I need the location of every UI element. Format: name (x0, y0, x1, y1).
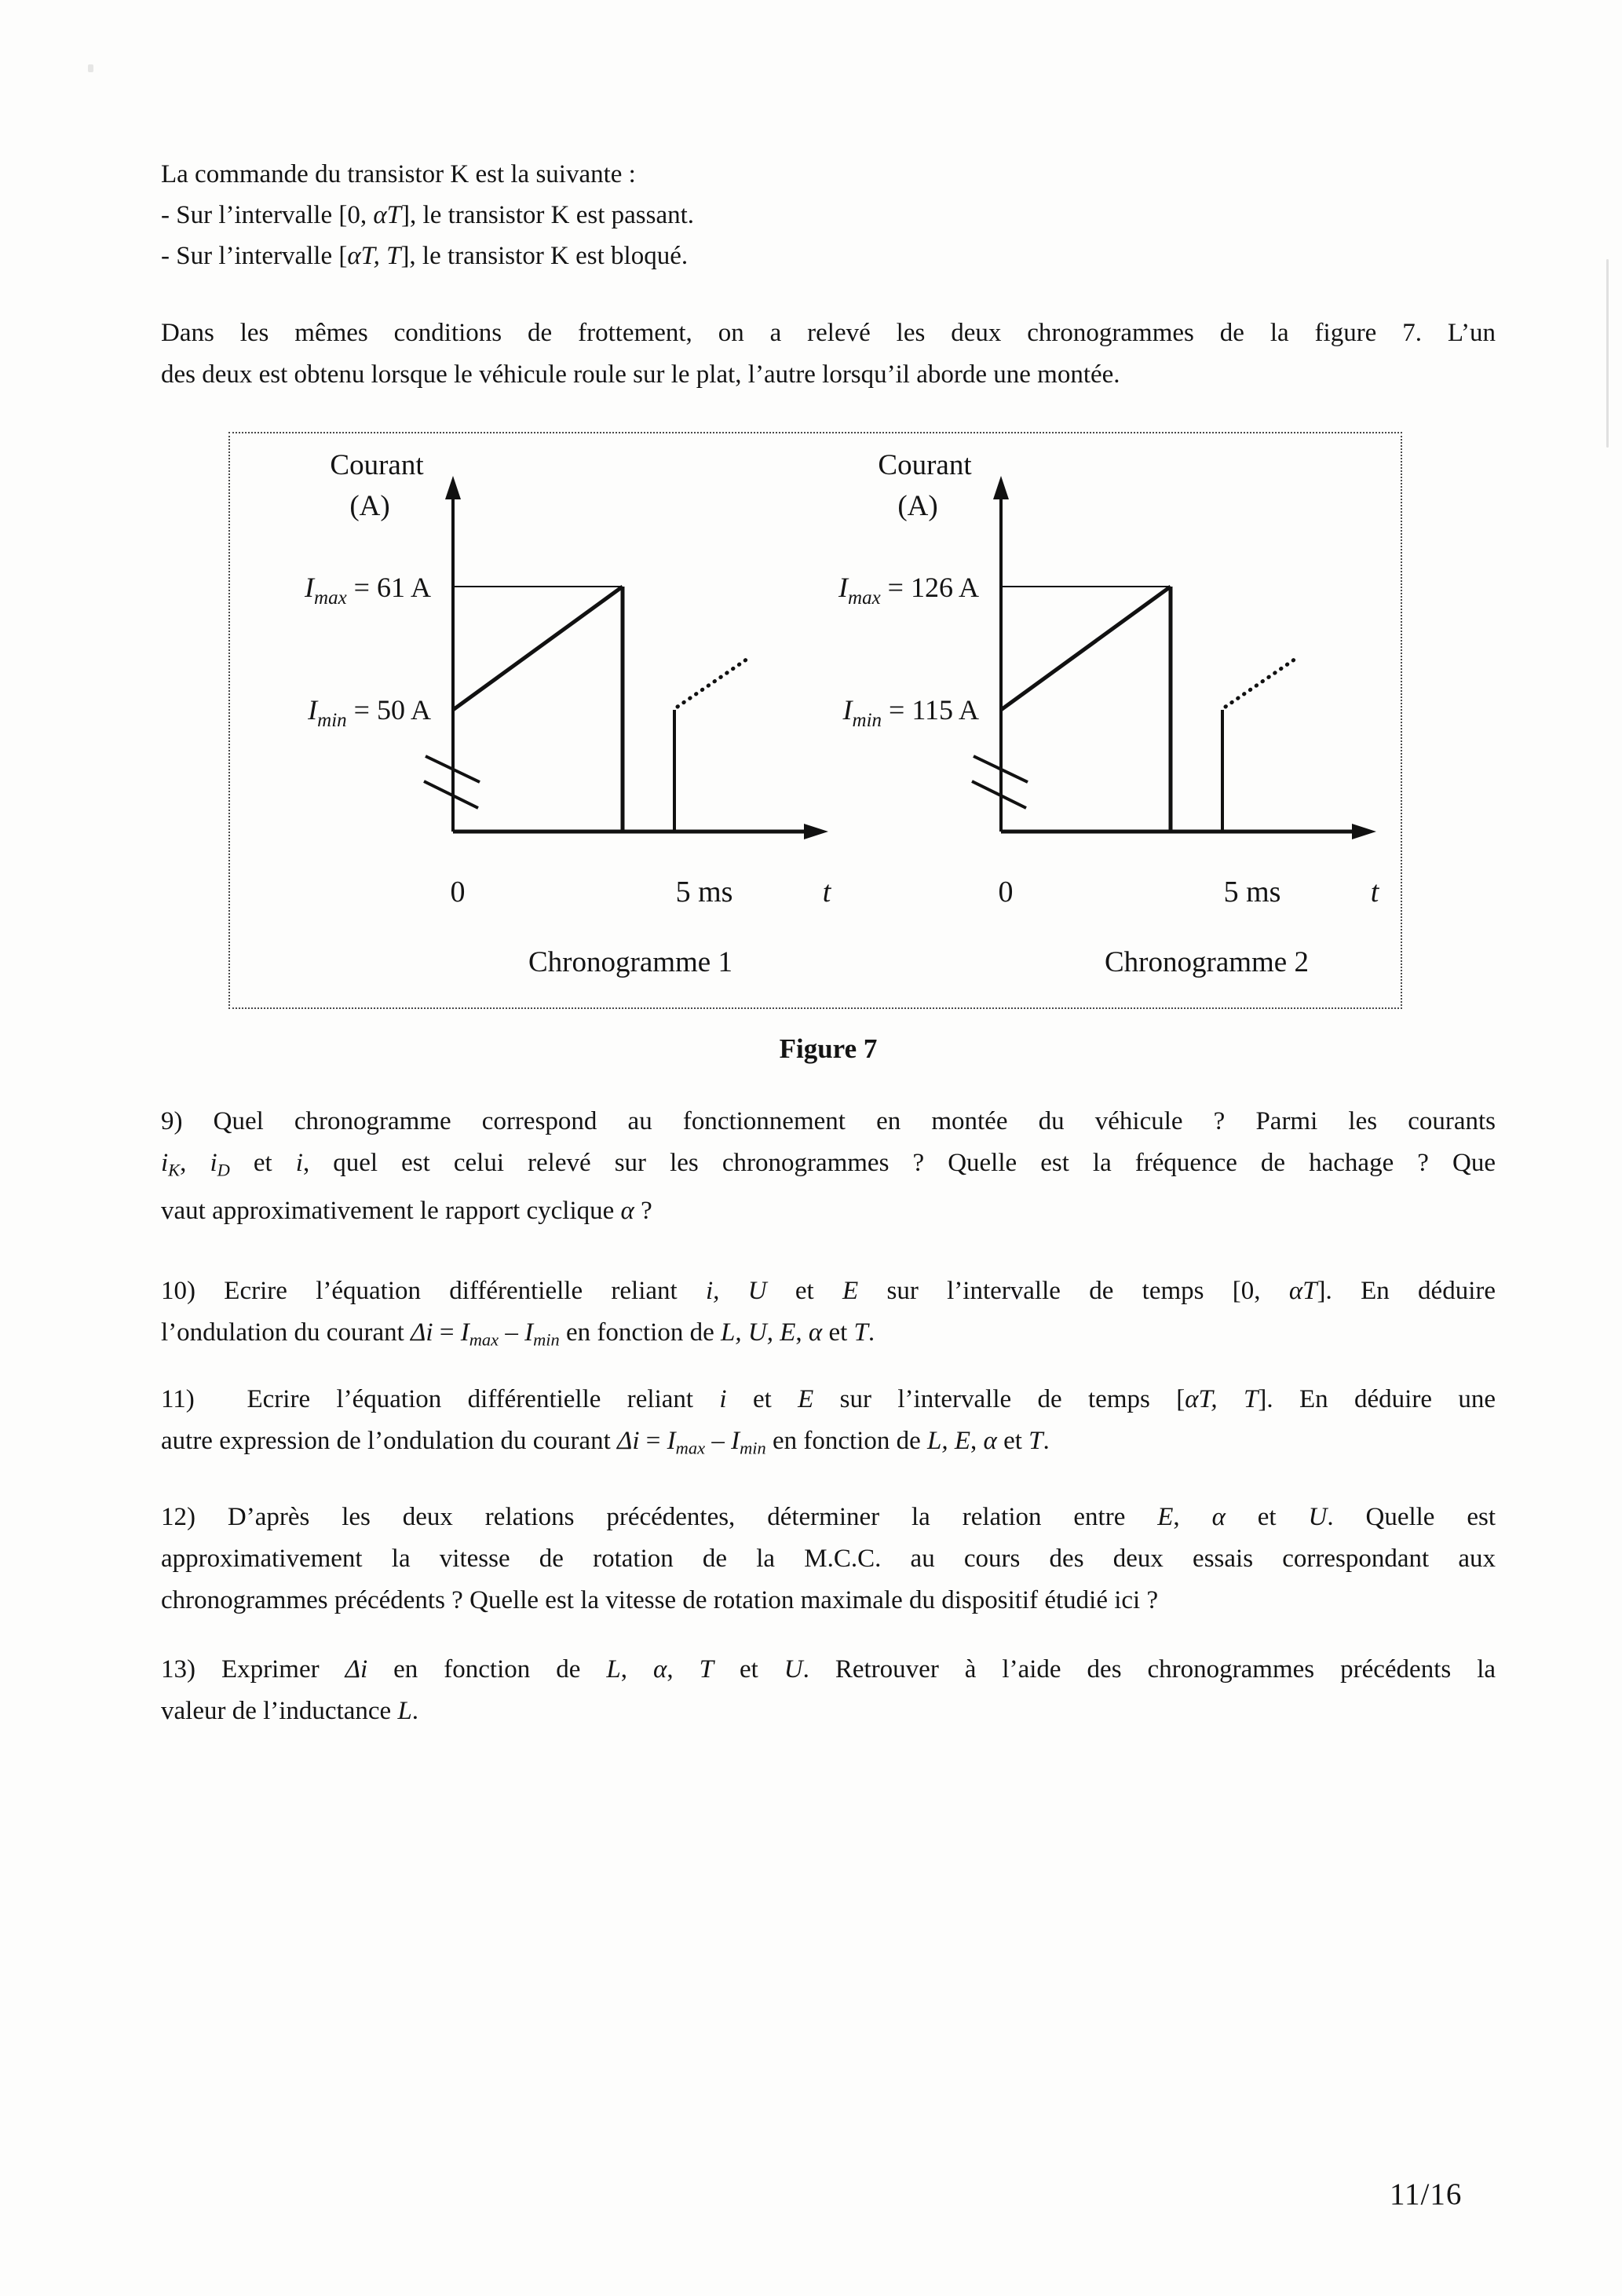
y-axis-label: Courant (330, 449, 424, 481)
text-line: iK, iD et i, quel est celui relevé sur les chronogrammes ? Quelle est la fréquence de hachage ? Que (161, 1149, 1496, 1180)
text-line: des deux est obtenu lorsque le véhicule roule sur le plat, l’autre lorsqu’il aborde une montée. (161, 360, 1120, 389)
y-axis-unit: (A) (897, 490, 938, 522)
chronogrammes-figure (230, 433, 1401, 1007)
text-line: 9) Quel chronogramme correspond au fonctionnement en montée du véhicule ? Parmi les courants (161, 1107, 1496, 1135)
question-13 (161, 1649, 1496, 1732)
text-line: Dans les mêmes conditions de frottement, on a relevé les deux chronogrammes de la figure 7. L’un (161, 319, 1496, 347)
y-axis-arrowhead-icon (445, 476, 461, 499)
text-line: vaut approximativement le rapport cyclique α ? (161, 1197, 652, 1226)
question-10 (161, 1270, 1496, 1360)
current-ramp (453, 587, 623, 710)
dotted-continuation (1226, 657, 1298, 707)
x-tick-5ms: 5 ms (1223, 876, 1281, 909)
x-axis-variable: t (822, 876, 831, 909)
frottement-paragraph (161, 313, 1496, 396)
y-axis-label: Courant (878, 449, 972, 481)
text-line: - Sur l’intervalle [αT, T], le transistor K est bloqué. (161, 242, 689, 270)
text-line: 10) Ecrire l’équation différentielle reliant i, U et E sur l’intervalle de temps [0, αT]. En déduire (161, 1277, 1496, 1305)
x-tick-0: 0 (998, 876, 1014, 909)
dotted-continuation (678, 657, 750, 707)
question-9 (161, 1101, 1496, 1232)
figure-7-box (228, 432, 1402, 1009)
x-axis-arrowhead-icon (804, 824, 828, 839)
text-line: chronogrammes précédents ? Quelle est la vitesse de rotation maximale du dispositif étudié ici ? (161, 1586, 1159, 1614)
axis-break-mark (972, 781, 1026, 808)
text-line: autre expression de l’ondulation du courant Δi = Imax – Imin en fonction de L, E, α et T. (161, 1427, 1050, 1458)
figure-7-title: Figure 7 (779, 1033, 878, 1064)
y-axis-arrowhead-icon (993, 476, 1009, 499)
chronogramme-1-caption: Chronogramme 1 (528, 946, 732, 978)
page-number: 11/16 (1390, 2177, 1463, 2211)
x-axis-arrowhead-icon (1352, 824, 1376, 839)
text-line: La commande du transistor K est la suivante : (161, 160, 636, 188)
chronogramme-2-panel (838, 449, 1380, 978)
x-axis-variable: t (1370, 876, 1379, 909)
imin-label: $I_{min} = 50$ A (308, 694, 431, 731)
question-11 (161, 1379, 1496, 1468)
imax-label: $I_{max} = 61$ A (305, 572, 431, 609)
text-line: approximativement la vitesse de rotation de la M.C.C. au cours des deux essais correspondant aux (161, 1545, 1496, 1573)
scan-artifact (1606, 259, 1609, 448)
text-line: 13) Exprimer Δi en fonction de L, α, T et U. Retrouver à l’aide des chronogrammes précédents la (161, 1655, 1496, 1684)
text-line: 11) Ecrire l’équation différentielle reliant i et E sur l’intervalle de temps [αT, T]. En déduire une (161, 1385, 1496, 1413)
transistor-command-paragraph (161, 154, 1496, 276)
chronogramme-2-caption: Chronogramme 2 (1105, 946, 1309, 978)
chronogramme-1-panel (304, 449, 832, 978)
imin-label: $I_{min} = 115$ A (842, 694, 979, 731)
y-axis-unit: (A) (349, 490, 390, 522)
imax-label: $I_{max} = 126$ A (838, 572, 979, 609)
x-tick-5ms: 5 ms (675, 876, 733, 909)
text-line: valeur de l’inductance L. (161, 1697, 419, 1725)
text-line: - Sur l’intervalle [0, αT], le transistor K est passant. (161, 201, 695, 229)
text-line: 12) D’après les deux relations précédentes, déterminer la relation entre E, α et U. Quelle est (161, 1503, 1496, 1531)
question-12 (161, 1497, 1496, 1621)
text-line: l’ondulation du courant Δi = Imax – Imin en fonction de L, U, E, α et T. (161, 1318, 875, 1350)
current-ramp (1001, 587, 1171, 710)
axis-break-mark (424, 781, 478, 808)
x-tick-0: 0 (450, 876, 466, 909)
scan-artifact (88, 64, 93, 72)
